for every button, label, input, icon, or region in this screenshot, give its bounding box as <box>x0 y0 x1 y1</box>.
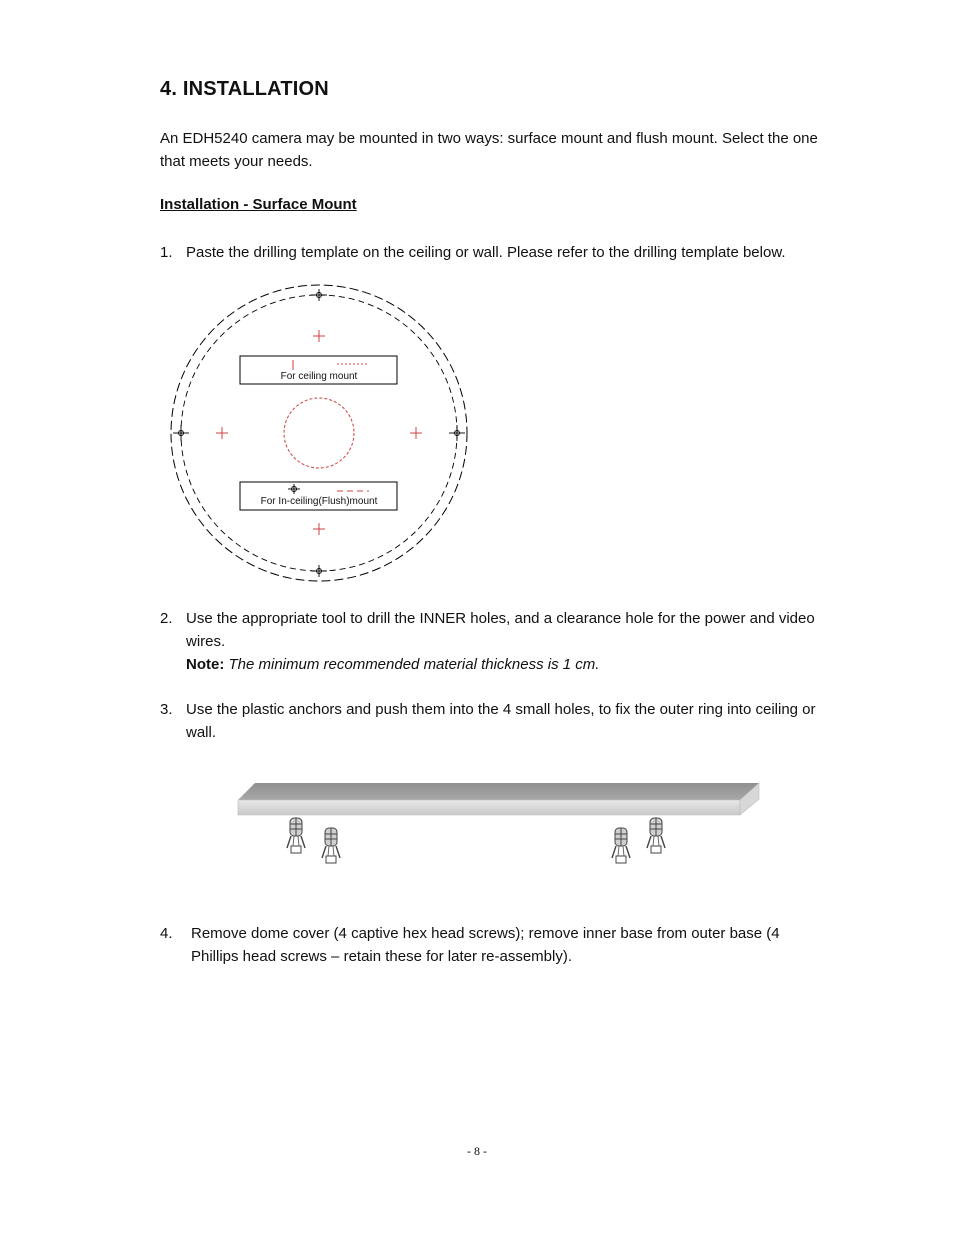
step-text: Use the plastic anchors and push them into the 4 small holes, to fix the outer ring into ceiling or wall. <box>186 701 816 741</box>
step-number: 3. <box>160 701 173 718</box>
step-3 <box>160 698 830 746</box>
step-number: 1. <box>160 244 173 261</box>
step-1 <box>160 241 830 265</box>
note-text: The minimum recommended material thickness is 1 cm. <box>228 656 600 673</box>
plastic-anchor-icon <box>647 818 665 853</box>
flush-mount-label: For In-ceiling(Flush)mount <box>260 496 378 507</box>
step-number: 2. <box>160 610 173 627</box>
ceiling-mount-label-box <box>240 356 397 384</box>
section-heading: 4. INSTALLATION <box>160 78 329 100</box>
clearance-hole <box>284 398 354 468</box>
subsection-heading: Installation - Surface Mount <box>160 196 357 213</box>
ceiling-mount-label: For ceiling mount <box>280 371 358 382</box>
step-4 <box>160 922 825 970</box>
plastic-anchor-icon <box>322 828 340 863</box>
page-number: - 8 - <box>467 1144 487 1158</box>
outer-ring <box>171 285 467 581</box>
drilling-template-diagram <box>165 280 475 590</box>
note-label: Note: <box>186 656 225 673</box>
step-2 <box>160 607 830 677</box>
step-number: 4. <box>160 925 173 942</box>
flush-mount-label-box <box>240 482 397 510</box>
step-text: Use the appropriate tool to drill the INNER holes, and a clearance hole for the power and video wires. <box>186 610 815 650</box>
anchor-installation-diagram <box>230 778 770 873</box>
step-text: Remove dome cover (4 captive hex head screws); remove inner base from outer base (4 Phillips head screws – retain these for later re-assembly). <box>191 925 780 965</box>
plastic-anchor-icon <box>287 818 305 853</box>
step-text: Paste the drilling template on the ceiling or wall. Please refer to the drilling template below. <box>186 244 786 261</box>
plastic-anchor-icon <box>612 828 630 863</box>
intro-paragraph: An EDH5240 camera may be mounted in two ways: surface mount and flush mount. Select the one that meets your needs. <box>160 130 818 170</box>
ceiling-slab <box>238 783 759 815</box>
